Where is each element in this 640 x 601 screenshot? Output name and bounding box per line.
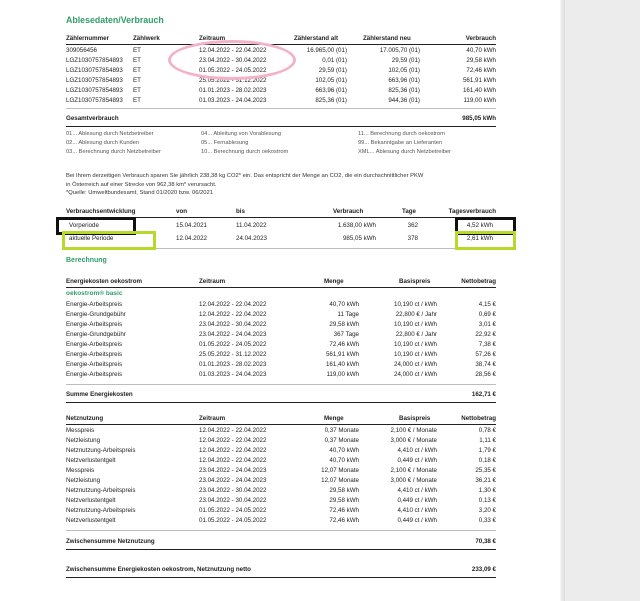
- net-amount: 0,13 €: [478, 497, 496, 504]
- item: Netzleistung: [66, 437, 101, 444]
- consumption: 1.638,00 kWh: [337, 222, 376, 229]
- grid-row: [66, 516, 496, 526]
- col-grid-usage: Netznutzung: [66, 415, 104, 422]
- meter-row: [66, 86, 496, 96]
- reading-old: 663,96 (01): [315, 87, 347, 94]
- grid-row: [66, 426, 496, 436]
- col-from: von: [176, 208, 188, 215]
- net-amount: 25,35 €: [475, 467, 496, 474]
- consumption: 29,58 kWh: [466, 57, 496, 64]
- energy-sum-row: [66, 390, 496, 400]
- period: 25.05.2022 - 31.12.2022: [199, 77, 267, 84]
- item: Netzleistung: [66, 477, 101, 484]
- period: 23.04.2022 - 30.04.2022: [199, 321, 267, 328]
- item: Messpreis: [66, 427, 95, 434]
- col-daily-consumption: Tagesverbrauch: [448, 208, 496, 215]
- legend-item: 99... Bekanntgabe an Lieferanten: [358, 140, 443, 146]
- net-amount: 0,18 €: [478, 457, 496, 464]
- period: 23.04.2022 - 24.04.2023: [199, 331, 267, 338]
- daily-consumption: 4,52 kWh: [466, 222, 493, 229]
- item: Energie-Arbeitspreis: [66, 321, 123, 328]
- consumption: 161,40 kWh: [462, 87, 496, 94]
- quantity: 72,46 kWh: [329, 341, 359, 348]
- grid-sum-row: [66, 537, 496, 547]
- base-price: 0,449 ct / kWh: [397, 457, 437, 464]
- net-amount: 0,33 €: [478, 517, 496, 524]
- divider: [66, 44, 496, 45]
- net-amount: 22,92 €: [475, 331, 496, 338]
- divider: [66, 126, 496, 127]
- meter-number: LGZ1030757854893: [66, 67, 123, 74]
- item: Energie-Arbeitspreis: [66, 351, 123, 358]
- col-to: bis: [236, 208, 245, 215]
- grand-subtotal-row: [66, 565, 496, 575]
- item: Netzverlustentgelt: [66, 517, 116, 524]
- grand-subtotal-value: 233,09 €: [471, 566, 496, 573]
- legend-item: XML... Ablesung durch Netzbetreiber: [358, 149, 451, 155]
- period: 01.05.2022 - 24.05.2022: [199, 507, 267, 514]
- meter-table-header: [66, 34, 496, 44]
- col-consumption: Verbrauch: [465, 35, 496, 42]
- note-source: *Quelle: Umweltbundesamt, Stand 01/2020 bzw. 06/2021: [66, 190, 213, 196]
- item: Energie-Grundgebühr: [66, 331, 126, 338]
- total-value: 985,05 kWh: [462, 115, 496, 122]
- period: 01.03.2023 - 24.04.2023: [199, 371, 267, 378]
- quantity: 367 Tage: [333, 331, 359, 338]
- net-amount: 4,15 €: [478, 301, 496, 308]
- col-period: Zeitraum: [199, 278, 226, 285]
- net-amount: 0,78 €: [478, 427, 496, 434]
- quantity: 12,07 Monate: [321, 467, 359, 474]
- period: 25.05.2022 - 31.12.2022: [199, 351, 267, 358]
- register: ET: [133, 87, 141, 94]
- reading-new: 17.005,70 (01): [379, 47, 420, 54]
- net-amount: 0,69 €: [478, 311, 496, 318]
- quantity: 40,70 kWh: [329, 447, 359, 454]
- energy-row: [66, 330, 496, 340]
- meter-number: LGZ1030757854893: [66, 77, 123, 84]
- divider: [66, 549, 496, 550]
- register: ET: [133, 47, 141, 54]
- item: Messpreis: [66, 467, 95, 474]
- note-line: in Österreich auf einer Strecke von 962,38 km* verursacht.: [66, 181, 217, 188]
- base-price: 2,100 € / Monate: [390, 467, 437, 474]
- grand-subtotal-label: Zwischensumme Energiekosten oekostrom, Netznutzung netto: [66, 566, 251, 573]
- energy-costs-header: [66, 277, 496, 287]
- period: 01.01.2023 - 28.02.2023: [199, 361, 267, 368]
- co2-note: [66, 172, 496, 198]
- period: 23.04.2022 - 30.04.2022: [199, 497, 267, 504]
- quantity: 29,58 kWh: [329, 321, 359, 328]
- legend-item: 03... Berechnung durch Netzbetreiber: [66, 149, 161, 155]
- grid-usage-header: [66, 414, 496, 424]
- base-price: 4,410 ct / kWh: [397, 487, 437, 494]
- divider: [66, 287, 496, 288]
- period: 23.04.2022 - 24.04.2023: [199, 467, 267, 474]
- legend-item: 05... Fernablesung: [201, 140, 249, 146]
- item: Netznutzung-Arbeitspreis: [66, 507, 136, 514]
- total-label: Gesamtverbrauch: [66, 115, 119, 122]
- period: 12.04.2022 - 22.04.2022: [199, 47, 267, 54]
- period: 23.04.2022 - 30.04.2022: [199, 487, 267, 494]
- col-net-amount: Nettobetrag: [461, 278, 496, 285]
- item: Energie-Arbeitspreis: [66, 301, 123, 308]
- grid-row: [66, 456, 496, 466]
- grid-sum-label: Zwischensumme Netznutzung: [66, 538, 155, 545]
- reading-new: 102,05 (01): [388, 67, 420, 74]
- base-price: 4,410 ct / kWh: [397, 507, 437, 514]
- col-net-amount: Nettobetrag: [461, 415, 496, 422]
- quantity: 119,00 kWh: [326, 371, 359, 378]
- reading-old: 102,05 (01): [315, 77, 347, 84]
- base-price: 10,190 ct / kWh: [394, 341, 437, 348]
- item: Energie-Arbeitspreis: [66, 371, 123, 378]
- grid-row: [66, 476, 496, 486]
- item: Netznutzung-Arbeitspreis: [66, 447, 136, 454]
- col-meter-number: Zählernummer: [66, 35, 109, 42]
- reading-old: 16.965,00 (01): [306, 47, 347, 54]
- to-date: 24.04.2023: [236, 235, 267, 242]
- quantity: 11 Tage: [337, 311, 359, 318]
- meter-number: LGZ1030757854893: [66, 57, 123, 64]
- pink-highlight-ellipse: [168, 40, 296, 80]
- col-quantity: Menge: [324, 278, 344, 285]
- col-energy-costs: Energiekosten oekostrom: [66, 278, 142, 285]
- net-amount: 38,74 €: [475, 361, 496, 368]
- net-amount: 3,20 €: [478, 507, 496, 514]
- energy-sum-value: 162,71 €: [471, 391, 496, 398]
- base-price: 4,410 ct / kWh: [397, 447, 437, 454]
- base-price: 24,000 ct / kWh: [394, 371, 437, 378]
- net-amount: 1,11 €: [479, 437, 496, 444]
- item: Netznutzung-Arbeitspreis: [66, 487, 136, 494]
- col-consumption: Verbrauch: [333, 208, 364, 215]
- reading-new: 825,36 (01): [388, 87, 420, 94]
- total-consumption-row: [66, 114, 496, 124]
- quantity: 40,70 kWh: [329, 301, 359, 308]
- energy-row: [66, 350, 496, 360]
- item: Netzverlustentgelt: [66, 457, 116, 464]
- base-price: 22,800 € / Jahr: [395, 331, 437, 338]
- base-price: 24,000 ct / kWh: [394, 361, 437, 368]
- period: 12.04.2022 - 22.04.2022: [199, 447, 267, 454]
- base-price: 2,100 € / Monate: [390, 427, 437, 434]
- consumption: 119,00 kWh: [463, 97, 496, 104]
- viewer-background: [565, 0, 640, 601]
- col-register: Zählwerk: [133, 35, 160, 42]
- green-highlight-box-value: [455, 231, 516, 250]
- item: Energie-Arbeitspreis: [66, 361, 123, 368]
- reading-type-legend: [66, 130, 496, 160]
- item: Netzverlustentgelt: [66, 497, 116, 504]
- grid-row: [66, 506, 496, 516]
- grid-row: [66, 496, 496, 506]
- period: 01.05.2022 - 24.05.2022: [199, 517, 267, 524]
- divider: [66, 384, 496, 385]
- grid-row: [66, 446, 496, 456]
- to-date: 11.04.2022: [236, 222, 267, 229]
- grid-sum-value: 70,38 €: [475, 538, 496, 545]
- period: 23.04.2022 - 24.04.2023: [199, 477, 267, 484]
- item: Energie-Grundgebühr: [66, 311, 126, 318]
- base-price: 10,190 ct / kWh: [394, 321, 437, 328]
- quantity: 0,37 Monate: [324, 427, 359, 434]
- base-price: 3,000 € / Monate: [390, 437, 437, 444]
- quantity: 561,91 kWh: [325, 351, 359, 358]
- period: 12.04.2022 - 22.04.2022: [199, 311, 267, 318]
- period: 12.04.2022 - 22.04.2022: [199, 457, 267, 464]
- period: 23.04.2022 - 30.04.2022: [199, 57, 267, 64]
- period: 01.01.2023 - 28.02.2023: [199, 87, 267, 94]
- quantity: 72,46 kWh: [329, 517, 359, 524]
- grid-row: [66, 486, 496, 496]
- period: 01.05.2022 - 24.05.2022: [199, 67, 267, 74]
- quantity: 0,37 Monate: [324, 437, 359, 444]
- register: ET: [133, 67, 141, 74]
- register: ET: [133, 57, 141, 64]
- col-reading-old: Zählerstand alt: [294, 35, 339, 42]
- period: 01.05.2022 - 24.05.2022: [199, 341, 267, 348]
- reading-old: 825,36 (01): [315, 97, 347, 104]
- consumption: 561,91 kWh: [462, 77, 496, 84]
- energy-row: [66, 310, 496, 320]
- col-quantity: Menge: [324, 415, 344, 422]
- consumption: 40,70 kWh: [466, 47, 496, 54]
- meter-section-title: Ablesedaten/Verbrauch: [66, 15, 164, 25]
- development-header: [66, 207, 496, 217]
- col-base-price: Basispreis: [399, 278, 431, 285]
- quantity: 40,70 kWh: [329, 457, 359, 464]
- quantity: 161,40 kWh: [325, 361, 359, 368]
- divider: [66, 577, 496, 578]
- net-amount: 3,01 €: [478, 321, 496, 328]
- legend-item: 04... Ableitung von Vorablesung: [201, 131, 282, 137]
- meter-number: LGZ1030757854893: [66, 87, 123, 94]
- grid-row: [66, 466, 496, 476]
- period-label: Vorperiode: [69, 222, 99, 229]
- col-reading-new: Zählerstand neu: [363, 35, 411, 42]
- net-amount: 7,38 €: [478, 341, 496, 348]
- energy-row: [66, 370, 496, 380]
- base-price: 10,190 ct / kWh: [394, 301, 437, 308]
- tariff-group-label: oekostrom® basic: [66, 290, 123, 297]
- legend-item: 01... Ablesung durch Netzbetreiber: [66, 131, 154, 137]
- divider: [66, 108, 496, 109]
- period: 12.04.2022 - 22.04.2022: [199, 427, 267, 434]
- base-price: 0,449 ct / kWh: [397, 517, 437, 524]
- invoice-document: [62, 0, 502, 601]
- energy-row: [66, 320, 496, 330]
- base-price: 10,190 ct / kWh: [394, 351, 437, 358]
- meter-row: [66, 76, 496, 86]
- energy-row: [66, 340, 496, 350]
- item: Energie-Arbeitspreis: [66, 341, 123, 348]
- divider: [66, 530, 496, 531]
- note-line: Bei Ihrem derzeitigen Verbrauch sparen Sie jährlich 238,38 kg CO2* ein. Das entspricht der Menge an CO2, die ein durchschnittlicher PKW: [66, 173, 424, 179]
- quantity: 29,58 kWh: [329, 497, 359, 504]
- reading-old: 29,59 (01): [318, 67, 347, 74]
- quantity: 12,07 Monate: [321, 477, 359, 484]
- meter-number: 309056456: [66, 47, 97, 54]
- base-price: 3,000 € / Monate: [390, 477, 437, 484]
- meter-row: [66, 96, 496, 106]
- legend-item: 02... Ablesung durch Kunden: [66, 140, 140, 146]
- quantity: 29,58 kWh: [329, 487, 359, 494]
- period: 12.04.2022 - 22.04.2022: [199, 437, 267, 444]
- energy-sum-label: Summe Energiekosten: [66, 391, 133, 398]
- reading-old: 0,01 (01): [322, 57, 347, 64]
- meter-number: LGZ1030757854893: [66, 97, 123, 104]
- legend-item: 10... Berechnung durch oekostrom: [201, 149, 289, 155]
- from-date: 12.04.2022: [176, 235, 207, 242]
- col-base-price: Basispreis: [399, 415, 431, 422]
- quantity: 72,46 kWh: [329, 507, 359, 514]
- energy-row: [66, 300, 496, 310]
- net-amount: 1,79 €: [478, 447, 496, 454]
- consumption: 985,05 kWh: [342, 235, 376, 242]
- base-price: 0,449 ct / kWh: [397, 497, 437, 504]
- col-period: Zeitraum: [199, 415, 226, 422]
- register: ET: [133, 77, 141, 84]
- reading-new: 663,96 (01): [388, 77, 420, 84]
- days: 362: [407, 222, 418, 229]
- col-development: Verbrauchsentwicklung: [66, 208, 136, 215]
- calculation-title: Berechnung: [66, 257, 107, 264]
- net-amount: 36,21 €: [475, 477, 496, 484]
- energy-row: [66, 360, 496, 370]
- net-amount: 1,30 €: [478, 487, 496, 494]
- period: 01.03.2023 - 24.04.2023: [199, 97, 267, 104]
- divider: [66, 402, 496, 403]
- consumption: 72,46 kWh: [466, 67, 496, 74]
- reading-new: 944,36 (01): [388, 97, 420, 104]
- from-date: 15.04.2021: [176, 222, 207, 229]
- green-highlight-box-period: [62, 231, 156, 250]
- legend-item: 11... Berechnung durch oekostrom: [358, 131, 445, 137]
- period: 12.04.2022 - 22.04.2022: [199, 301, 267, 308]
- days: 378: [407, 235, 418, 242]
- divider: [66, 424, 496, 425]
- grid-row: [66, 436, 496, 446]
- col-period: Zeitraum: [199, 35, 226, 42]
- daily-consumption: 2,61 kWh: [466, 235, 493, 242]
- register: ET: [133, 97, 141, 104]
- period-label: aktuelle Periode: [69, 235, 114, 242]
- col-days: Tage: [402, 208, 416, 215]
- base-price: 22,800 € / Jahr: [395, 311, 437, 318]
- reading-new: 29,59 (01): [391, 57, 420, 64]
- net-amount: 28,56 €: [475, 371, 496, 378]
- net-amount: 57,26 €: [475, 351, 496, 358]
